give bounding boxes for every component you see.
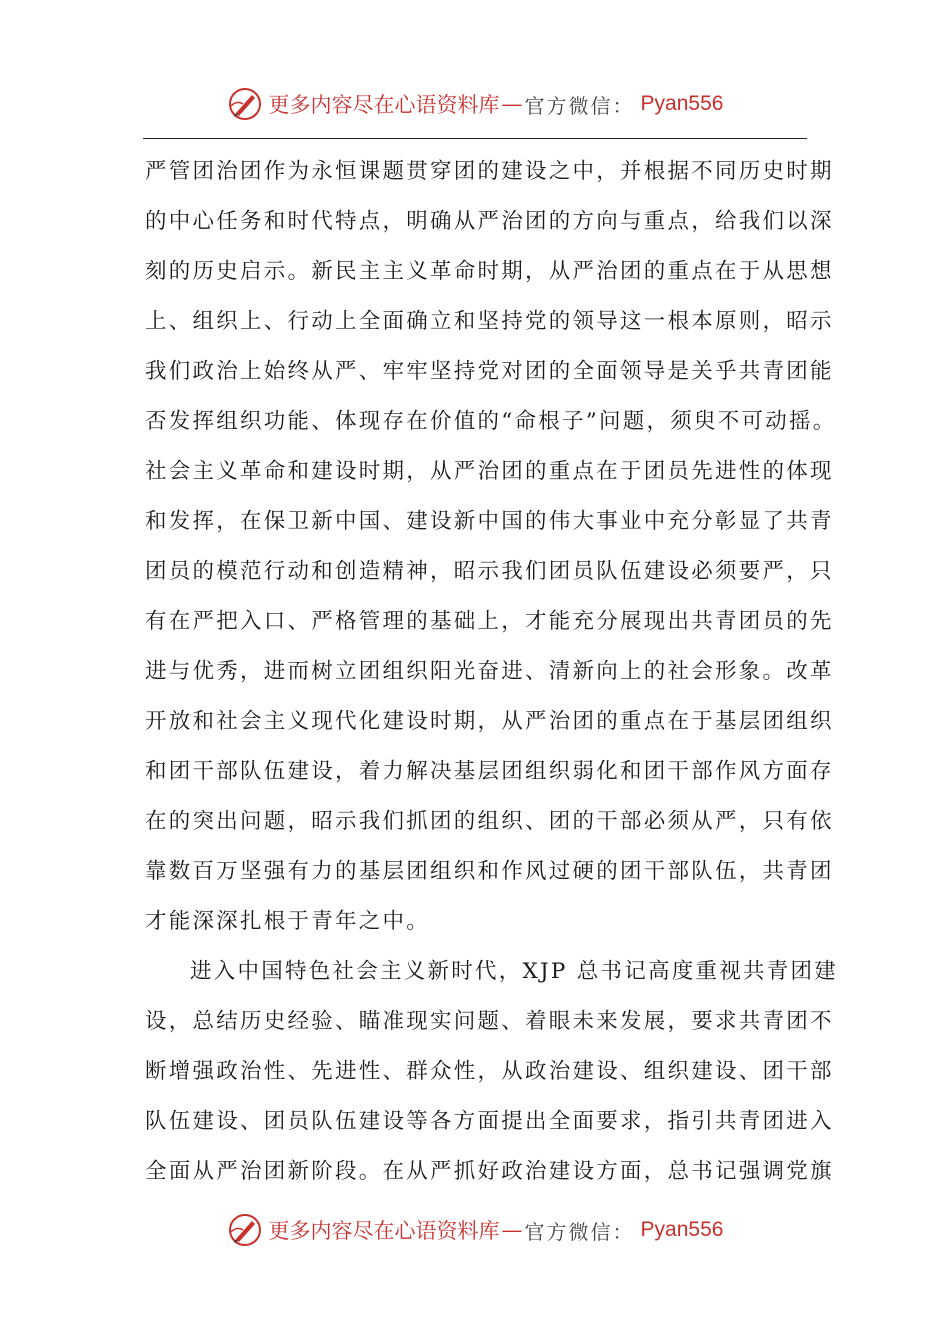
header-divider [143,138,807,139]
body-line-16: 才能深深扎根于青年之中。 [145,909,431,934]
body-line-6: 否发挥组织功能、体现存在价值的“命根子”问题，须臾不可动摇。 [145,409,837,434]
header-dash: — [501,92,523,116]
body-line-3: 刻的历史启示。新民主主义革命时期，从严治团的重点在于从思想 [145,259,834,284]
header-site-text: 更多内容尽在心语资料库 [268,93,500,117]
body-line-10: 有在严把入口、严格管理的基础上，才能充分展现出共青团员的先 [145,609,834,634]
body-line-18: 设，总结历史经验、瞄准现实问题、着眼未来发展，要求共青团不 [145,1009,834,1034]
body-line-17: 进入中国特色社会主义新时代，XJP 总书记高度重视共青团建 [190,959,838,984]
body-line-13: 和团干部队伍建设，着力解决基层团组织弱化和团干部作风方面存 [145,759,834,784]
body-line-4: 上、组织上、行动上全面确立和坚持党的领导这一根本原则，昭示 [145,309,834,334]
pen-logo-icon [227,1212,263,1248]
body-line-9: 团员的模范行动和创造精神，昭示我们团员队伍建设必须要严，只 [145,559,834,584]
header-banner [0,82,950,126]
body-line-21: 全面从严治团新阶段。在从严抓好政治建设方面，总书记强调党旗 [145,1159,834,1184]
header-wechat-id: Pyan556 [640,92,724,115]
body-line-7: 社会主义革命和建设时期，从严治团的重点在于团员先进性的体现 [145,459,834,484]
header-wechat-label: 官方微信 [524,93,613,118]
body-line-8: 和发挥，在保卫新中国、建设新中国的伟大事业中充分彰显了共青 [145,509,834,534]
body-line-20: 队伍建设、团员队伍建设等各方面提出全面要求，指引共青团进入 [145,1109,834,1134]
body-line-19: 断增强政治性、先进性、群众性，从政治建设、组织建设、团干部 [145,1059,834,1084]
pen-logo-icon [227,86,263,122]
footer-colon: ： [612,1219,633,1244]
body-line-14: 在的突出问题，昭示我们抓团的组织、团的干部必须从严，只有依 [145,809,834,834]
body-line-1: 严管团治团作为永恒课题贯穿团的建设之中，并根据不同历史时期 [145,159,834,184]
body-line-15: 靠数百万坚强有力的基层团组织和作风过硬的团干部队伍，共青团 [145,859,834,884]
header-colon: ： [612,93,633,118]
footer-wechat-id: Pyan556 [640,1218,724,1241]
footer-wechat-label: 官方微信 [524,1219,613,1244]
footer-banner [0,1208,950,1252]
body-line-11: 进与优秀，进而树立团组织阳光奋进、清新向上的社会形象。改革 [145,659,834,684]
body-line-2: 的中心任务和时代特点，明确从严治团的方向与重点，给我们以深 [145,209,834,234]
footer-dash: — [501,1218,523,1242]
body-line-12: 开放和社会主义现代化建设时期，从严治团的重点在于基层团组织 [145,709,834,734]
document-body [145,152,838,1202]
footer-site-text: 更多内容尽在心语资料库 [268,1219,500,1243]
body-line-5: 我们政治上始终从严、牢牢坚持党对团的全面领导是关乎共青团能 [145,359,834,384]
